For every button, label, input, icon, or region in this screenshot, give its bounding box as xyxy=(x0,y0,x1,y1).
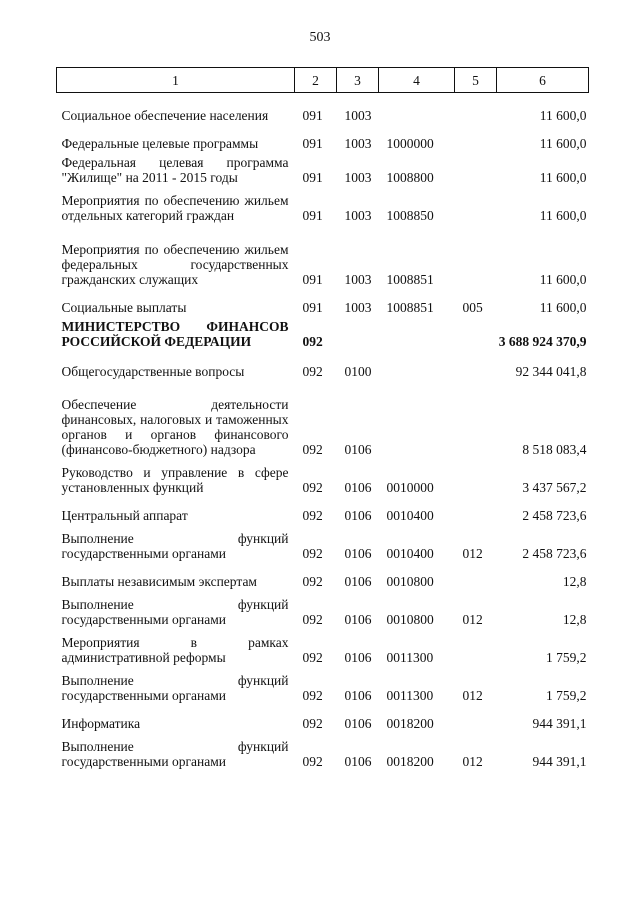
row-amount: 92 344 041,8 xyxy=(515,364,587,379)
row-amount: 3 688 924 370,9 xyxy=(498,334,587,349)
column-header: 1 xyxy=(57,68,295,93)
row-section-code: 1003 xyxy=(344,136,372,151)
row-amount: 1 759,2 xyxy=(546,688,587,703)
table-row xyxy=(57,123,589,151)
row-amount: 11 600,0 xyxy=(539,300,587,315)
table-row xyxy=(57,665,589,703)
row-ministry-code: 092 xyxy=(302,612,323,627)
table-row xyxy=(57,349,589,379)
row-ministry-code: 092 xyxy=(302,546,323,561)
table-row xyxy=(57,703,589,731)
row-amount: 12,8 xyxy=(562,612,587,627)
row-ministry-code: 092 xyxy=(302,508,323,523)
row-type-code: 012 xyxy=(462,688,483,703)
row-target-code: 0018200 xyxy=(386,754,434,769)
row-target-code: 1000000 xyxy=(386,136,434,151)
table-row xyxy=(57,379,589,457)
row-target-code: 1008850 xyxy=(386,208,434,223)
row-type-code xyxy=(455,379,497,457)
row-amount: 1 759,2 xyxy=(546,650,587,665)
row-name: Выполнение функций государственными органами xyxy=(61,597,289,627)
row-type-code xyxy=(455,151,497,185)
row-section-code: 0106 xyxy=(344,480,372,495)
row-ministry-code: 091 xyxy=(302,136,323,151)
row-amount: 11 600,0 xyxy=(539,170,587,185)
row-name: Информатика xyxy=(61,716,141,731)
row-ministry-code: 092 xyxy=(302,716,323,731)
table-row xyxy=(57,561,589,589)
row-section-code: 0106 xyxy=(344,650,372,665)
row-target-code: 0010400 xyxy=(386,546,434,561)
row-type-code: 012 xyxy=(462,754,483,769)
row-ministry-code: 092 xyxy=(302,364,323,379)
row-target-code: 1008851 xyxy=(386,300,434,315)
row-name: Руководство и управление в сфере установленных функций xyxy=(61,465,289,495)
row-section-code: 0106 xyxy=(344,688,372,703)
row-amount: 2 458 723,6 xyxy=(522,508,587,523)
row-name: Социальное обеспечение населения xyxy=(61,108,269,123)
row-type-code: 012 xyxy=(462,612,483,627)
row-name: Центральный аппарат xyxy=(61,508,188,523)
row-ministry-code: 092 xyxy=(302,650,323,665)
row-ministry-code: 091 xyxy=(302,272,323,287)
row-target-code: 0011300 xyxy=(386,650,434,665)
row-section-code: 0106 xyxy=(344,442,372,457)
row-target-code: 1008800 xyxy=(386,170,434,185)
table-row xyxy=(57,287,589,315)
table-row xyxy=(57,495,589,523)
row-section-code: 0106 xyxy=(344,754,372,769)
row-section-code: 0106 xyxy=(344,508,372,523)
row-type-code xyxy=(455,315,497,349)
row-target-code: 1008851 xyxy=(386,272,434,287)
row-target-code: 0010000 xyxy=(386,480,434,495)
table-row xyxy=(57,223,589,287)
column-header: 6 xyxy=(497,68,589,93)
row-type-code xyxy=(455,703,497,731)
row-amount: 3 437 567,2 xyxy=(522,480,587,495)
row-amount: 11 600,0 xyxy=(539,208,587,223)
row-type-code xyxy=(455,495,497,523)
row-type-code: 012 xyxy=(462,546,483,561)
row-ministry-code: 092 xyxy=(302,334,323,349)
row-amount: 11 600,0 xyxy=(539,272,587,287)
row-name: Выплаты независимым экспертам xyxy=(61,574,257,589)
table-row xyxy=(57,151,589,185)
row-amount: 11 600,0 xyxy=(539,136,587,151)
column-header: 3 xyxy=(337,68,379,93)
row-type-code xyxy=(455,93,497,124)
table-row xyxy=(57,731,589,769)
row-ministry-code: 092 xyxy=(302,442,323,457)
row-target-code: 0011300 xyxy=(386,688,434,703)
row-name: Обеспечение деятельности финансовых, налоговых и таможенных органов и органов финансового (финансово-бюджетного) надзора xyxy=(61,397,289,457)
row-ministry-code: 092 xyxy=(302,754,323,769)
row-type-code xyxy=(455,561,497,589)
row-section-code: 0106 xyxy=(344,574,372,589)
row-amount: 944 391,1 xyxy=(532,754,587,769)
row-amount: 11 600,0 xyxy=(539,108,587,123)
row-section-code: 1003 xyxy=(344,272,372,287)
table-row xyxy=(57,185,589,223)
row-name: Выполнение функций государственными органами xyxy=(61,739,289,769)
row-amount: 944 391,1 xyxy=(532,716,587,731)
row-section-code xyxy=(337,315,379,349)
row-name: Федеральная целевая программа "Жилище" на 2011 - 2015 годы xyxy=(61,155,289,185)
row-target-code xyxy=(379,349,455,379)
column-header: 5 xyxy=(455,68,497,93)
row-type-code: 005 xyxy=(462,300,483,315)
column-header: 4 xyxy=(379,68,455,93)
row-ministry-code: 091 xyxy=(302,208,323,223)
row-name: Общегосударственные вопросы xyxy=(61,364,245,379)
table-row xyxy=(57,457,589,495)
row-name: Выполнение функций государственными органами xyxy=(61,531,289,561)
row-type-code xyxy=(455,457,497,495)
row-type-code xyxy=(455,223,497,287)
row-type-code xyxy=(455,185,497,223)
budget-table xyxy=(56,67,589,769)
row-target-code: 0018200 xyxy=(386,716,434,731)
table-row xyxy=(57,589,589,627)
row-section-code: 1003 xyxy=(344,170,372,185)
row-type-code xyxy=(455,349,497,379)
row-section-code: 0106 xyxy=(344,716,372,731)
row-section-code: 1003 xyxy=(344,300,372,315)
row-amount: 12,8 xyxy=(562,574,587,589)
row-ministry-code: 092 xyxy=(302,688,323,703)
row-ministry-code: 092 xyxy=(302,574,323,589)
row-section-code: 0100 xyxy=(344,364,372,379)
row-name: Выполнение функций государственными органами xyxy=(61,673,289,703)
row-name: МИНИСТЕРСТВО ФИНАНСОВ РОССИЙСКОЙ ФЕДЕРАЦИИ xyxy=(61,319,289,349)
table-row xyxy=(57,523,589,561)
row-type-code xyxy=(455,627,497,665)
row-ministry-code: 092 xyxy=(302,480,323,495)
row-name: Социальные выплаты xyxy=(61,300,187,315)
row-amount: 2 458 723,6 xyxy=(522,546,587,561)
column-header: 2 xyxy=(295,68,337,93)
table-row xyxy=(57,315,589,349)
row-section-code: 1003 xyxy=(344,208,372,223)
row-section-code: 0106 xyxy=(344,612,372,627)
table-row xyxy=(57,93,589,124)
row-amount: 8 518 083,4 xyxy=(522,442,587,457)
row-target-code: 0010400 xyxy=(386,508,434,523)
page-number: 503 xyxy=(309,30,331,45)
row-section-code: 1003 xyxy=(344,108,372,123)
row-ministry-code: 091 xyxy=(302,170,323,185)
row-name: Мероприятия по обеспечению жильем федеральных государственных гражданских служащих xyxy=(61,242,289,287)
row-target-code xyxy=(379,93,455,124)
table-header-row xyxy=(57,68,589,93)
row-name: Федеральные целевые программы xyxy=(61,136,259,151)
row-target-code xyxy=(379,315,455,349)
row-name: Мероприятия по обеспечению жильем отдельных категорий граждан xyxy=(61,193,289,223)
row-target-code xyxy=(379,379,455,457)
row-type-code xyxy=(455,123,497,151)
row-ministry-code: 091 xyxy=(302,300,323,315)
row-name: Мероприятия в рамках административной реформы xyxy=(61,635,289,665)
row-ministry-code: 091 xyxy=(302,108,323,123)
row-target-code: 0010800 xyxy=(386,574,434,589)
table-row xyxy=(57,627,589,665)
row-target-code: 0010800 xyxy=(386,612,434,627)
row-section-code: 0106 xyxy=(344,546,372,561)
